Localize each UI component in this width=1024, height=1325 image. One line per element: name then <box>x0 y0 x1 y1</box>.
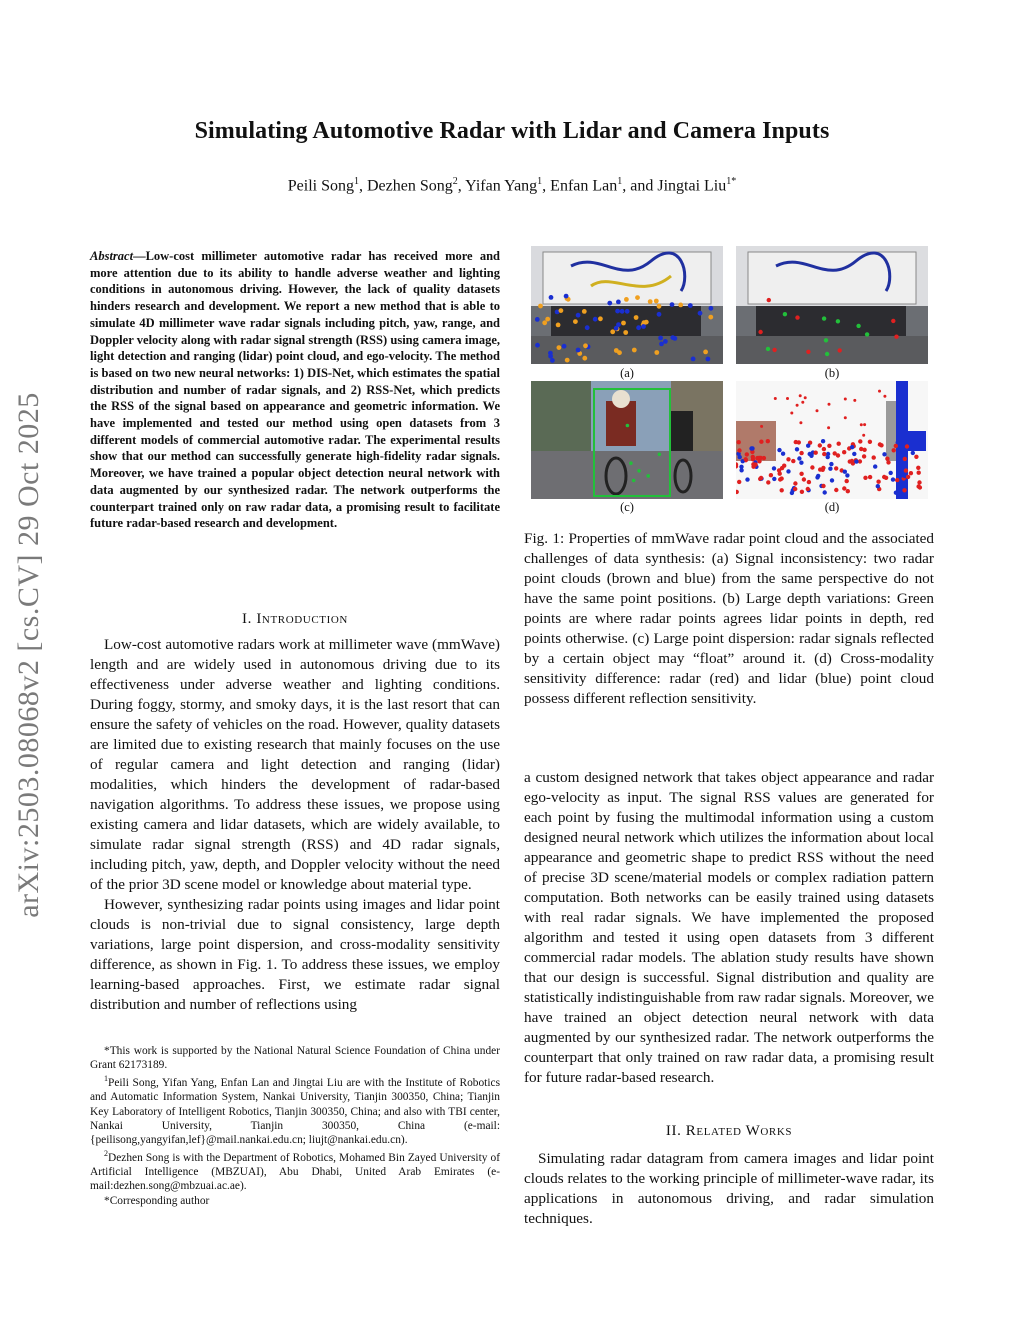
radar-point <box>795 315 799 319</box>
radar-point <box>772 477 776 481</box>
radar-point <box>758 330 762 334</box>
radar-point <box>688 303 693 308</box>
author-name: Yifan Yang <box>465 177 538 195</box>
author-affiliation-mark: 2 <box>452 176 458 187</box>
panel-b-image <box>736 246 928 364</box>
radar-point <box>902 473 906 477</box>
radar-point <box>538 304 543 309</box>
radar-point <box>641 324 646 329</box>
abstract-text: Low-cost millimeter automotive radar has received more and more attention due to its ability to handle adverse weather and lighting conditions in autonomous driving. However, the lack of quality datasets hinders research and development. We report a new method that is able to simulate 4D millimeter wave radar signals including pitch, yaw, range, and Doppler velocity along with radar signal strength (RSS) using camera image, light detection and ranging (lidar) point cloud, and ego-velocity. The method is based on two new neural networks: 1) DIS-Net, which estimates the spatial distribution and number of radar signals, and 2) RSS-Net, which predicts the RSS of the signal based on appearance and geometric information. We have implemented and tested our method using open datasets from 3 different models of commercial automotive radar. The experimental results show that our method can successfully generate high-fidelity radar signals. Moreover, we have trained a popular object detection neural network with data augmented by our synthesized radar. The network outperforms the counterpart trained only on raw radar data, a promising result to facilitate future radar-based research and development. <box>90 249 500 531</box>
figure-panel-a <box>531 246 723 364</box>
radar-point <box>883 395 886 398</box>
footnote-affiliation-2: $^2$Dezhen Song is with the Department of Robotics, Mohamed Bin Zayed University of Artificial Intelligence (MBZUAI), Abu Dhabi, United Arab Emirates (e-mail:dezhen.song@mbzuai.ac.ae). <box>90 1149 500 1193</box>
radar-point <box>917 480 921 484</box>
radar-point <box>793 487 797 491</box>
radar-point <box>582 356 587 361</box>
radar-point <box>548 354 553 359</box>
radar-point <box>767 298 771 302</box>
radar-point <box>766 480 770 484</box>
radar-point <box>853 399 856 402</box>
radar-point <box>583 343 588 348</box>
radar-point <box>545 317 550 322</box>
subfigure-label-b: (b) <box>824 366 840 380</box>
radar-point <box>822 447 826 451</box>
panel-d-image <box>736 381 928 499</box>
abstract <box>90 248 500 532</box>
radar-point <box>902 488 906 492</box>
radar-point <box>834 488 838 492</box>
radar-point <box>657 312 662 317</box>
radar-point <box>827 426 830 429</box>
footnotes <box>90 1044 500 1208</box>
radar-point <box>862 434 865 437</box>
radar-point <box>632 479 636 483</box>
radar-point <box>582 309 587 314</box>
footnote-funding: *This work is supported by the National Natural Science Foundation of China under Grant 62173189. <box>90 1045 500 1072</box>
radar-point <box>825 352 829 356</box>
radar-point <box>737 480 741 484</box>
radar-point <box>658 336 663 341</box>
radar-point <box>836 319 840 323</box>
radar-point <box>826 455 830 459</box>
radar-point <box>634 315 639 320</box>
radar-point <box>535 317 540 322</box>
radar-point <box>703 350 708 355</box>
radar-point <box>828 403 831 406</box>
radar-point <box>790 491 794 495</box>
radar-point <box>617 350 622 355</box>
radar-point <box>565 358 570 363</box>
radar-point <box>894 335 898 339</box>
radar-point <box>882 452 886 456</box>
radar-point <box>842 486 846 490</box>
figure-panel-c <box>531 381 723 499</box>
author-affiliation-mark: 1 <box>617 176 623 187</box>
author-name: Dezhen Song <box>366 177 453 195</box>
radar-point <box>828 467 832 471</box>
radar-point <box>691 357 696 362</box>
radar-point <box>833 451 837 455</box>
radar-point <box>821 439 825 443</box>
radar-point <box>823 490 827 494</box>
radar-point <box>799 461 803 465</box>
radar-point <box>799 451 803 455</box>
radar-point <box>646 474 650 478</box>
radar-point <box>852 452 856 456</box>
radar-point <box>550 358 555 363</box>
radar-point <box>774 397 777 400</box>
radar-point <box>576 348 581 353</box>
radar-point <box>573 319 578 324</box>
intro-paragraph-2: However, synthesizing radar points using images and lidar point clouds is non-trivial due to signal consistency, large depth variations, large point dispersion, and cross-modality sensitivity difference, as shown in Fig. 1. To address these issues, we employ learning-based approaches. First, we estimate radar signal distribution and number of reflections using <box>90 896 500 1013</box>
radar-point <box>879 443 883 447</box>
radar-point <box>706 357 711 362</box>
radar-point <box>559 308 564 313</box>
radar-point <box>786 397 789 400</box>
footnote-affiliation-1: $^1$Peili Song, Yifan Yang, Enfan Lan and Jingtai Liu are with the Institute of Robotics and Automatic Information System, Nankai University, Tianjin 300350, China; Tianjin Key Laboratory of Intelligent Robotics, Tianjin 300350, China; and also with TBI center, Nankai University, Tianjin 300350, China (e-mail: {peilisong,yangyifan,lef}@mail.nankai.edu.cn; liujt@nankai.edu.cn). <box>90 1074 500 1147</box>
radar-point <box>779 476 783 480</box>
radar-point <box>790 412 793 415</box>
radar-point <box>654 350 659 355</box>
radar-point <box>556 323 561 328</box>
radar-point <box>759 456 763 460</box>
radar-point <box>872 455 876 459</box>
radar-point <box>799 421 802 424</box>
intro-paragraph-3: a custom designed network that takes object appearance and radar ego-velocity as input. The signal RSS values are generated for each point by fusing the multimodal information using a custom designed neural network which utilizes the information about local appearance and geometric shape to predict RSS without the need of precise 3D scene/material models or complex radiation pattern computation. Both networks can be easily trained using datasets with real radar signals. We have implemented the proposed algorithm and tested it using open datasets from 3 different commercial radar models. The ablation study results have shown that our design is successful. Signal distribution and quality are statistically indistinguishable from raw radar signals. Moreover, we have trained an object detection neural network with data augmented by our synthesized radar. The network outperforms the counterpart that only trained on raw radar data, a promising result for future radar-based research. <box>524 769 934 1086</box>
radar-point <box>709 306 714 311</box>
radar-point <box>625 309 630 314</box>
radar-point <box>635 295 640 300</box>
radar-point <box>796 404 799 407</box>
paper-title: Simulating Automotive Radar with Lidar and Camera Inputs <box>194 118 830 144</box>
radar-point <box>607 301 612 306</box>
radar-point <box>749 446 753 450</box>
radar-point <box>739 468 743 472</box>
related-works-column <box>524 1149 934 1229</box>
radar-point <box>863 476 867 480</box>
radar-point <box>636 325 641 330</box>
radar-point <box>911 451 915 455</box>
abstract-label: Abstract <box>90 249 134 263</box>
radar-point <box>917 471 921 475</box>
radar-point <box>670 302 675 307</box>
subfigure-label-a: (a) <box>620 366 634 380</box>
author-name: Jingtai Liu <box>657 177 727 195</box>
radar-point <box>745 477 749 481</box>
radar-point <box>795 447 799 451</box>
author-affiliation-mark: 1 <box>353 176 359 187</box>
radar-point <box>624 297 629 302</box>
radar-point <box>862 448 866 452</box>
radar-point <box>844 416 847 419</box>
radar-point <box>629 461 633 465</box>
radar-point <box>892 448 896 452</box>
radar-point <box>557 345 562 350</box>
related-paragraph-1: Simulating radar datagram from camera images and lidar point clouds relates to the working principle of millimeter-wave radar, its applications in autonomous driving, and radar simulation techniques. <box>524 1150 934 1227</box>
radar-point <box>816 409 819 412</box>
radar-point <box>806 487 810 491</box>
radar-point <box>783 312 787 316</box>
radar-point <box>822 316 826 320</box>
radar-point <box>894 491 898 495</box>
radar-point <box>804 396 807 399</box>
radar-point <box>760 425 763 428</box>
radar-point <box>777 468 781 472</box>
intro-left-column <box>90 635 500 1015</box>
radar-point <box>585 325 590 330</box>
intro-right-column <box>524 768 934 1088</box>
radar-point <box>772 348 776 352</box>
radar-point <box>759 476 763 480</box>
radar-point <box>663 339 668 344</box>
radar-point <box>598 316 603 321</box>
radar-point <box>744 457 748 461</box>
radar-point <box>654 299 659 304</box>
radar-point <box>808 452 812 456</box>
radar-point <box>670 335 675 340</box>
radar-point <box>885 457 889 461</box>
radar-point <box>593 317 598 322</box>
radar-point <box>786 457 790 461</box>
radar-point <box>824 338 828 342</box>
radar-point <box>810 465 814 469</box>
radar-point <box>918 485 922 489</box>
radar-point <box>751 465 755 469</box>
radar-point <box>623 330 628 335</box>
radar-point <box>549 295 554 300</box>
radar-point <box>791 459 795 463</box>
radar-point <box>801 401 804 404</box>
author-affiliation-mark: 1* <box>726 176 737 187</box>
radar-point <box>807 480 811 484</box>
radar-point <box>698 311 703 316</box>
radar-point <box>535 343 540 348</box>
radar-point <box>856 324 860 328</box>
section-heading-introduction: I. Introduction <box>242 611 348 627</box>
radar-point <box>846 489 850 493</box>
radar-point <box>821 484 825 488</box>
radar-point <box>781 452 785 456</box>
radar-point <box>799 394 802 397</box>
radar-point <box>882 475 886 479</box>
radar-point <box>780 488 784 492</box>
radar-point <box>632 348 637 353</box>
radar-point <box>878 390 881 393</box>
radar-point <box>854 459 858 463</box>
radar-point <box>620 309 625 314</box>
radar-point <box>678 303 683 308</box>
radar-point <box>914 455 918 459</box>
radar-point <box>873 464 877 468</box>
radar-point <box>737 448 741 452</box>
radar-point <box>844 398 847 401</box>
panel-c-image <box>531 381 723 499</box>
radar-point <box>876 480 880 484</box>
radar-point <box>745 452 749 456</box>
radar-point <box>610 329 615 334</box>
radar-point <box>564 294 569 299</box>
subfigure-label-d: (d) <box>824 500 840 514</box>
figure-1-caption: Fig. 1: Properties of mmWave radar point cloud and the associated challenges of data synthesis: (a) Signal inconsistency: two radar point clouds (brown and blue) from the same perspective do not have the same point positions. (b) Large depth variations: Green points are where radar points agrees lidar points in depth, red points otherwise. (c) Large point dispersion: radar signals reflected by a certain object may “float” around it. (d) Cross-modality sensitivity difference: radar (red) and lidar (blue) point cloud possess different reflection sensitivity. <box>524 530 934 707</box>
radar-point <box>562 344 567 349</box>
radar-point <box>637 469 641 473</box>
radar-point <box>542 320 547 325</box>
arxiv-identifier: arXiv:2503.08068v2 [cs.CV] 29 Oct 2025 <box>12 392 45 918</box>
radar-point <box>616 300 621 305</box>
radar-point <box>621 321 626 326</box>
radar-point <box>737 440 741 444</box>
radar-point <box>858 439 862 443</box>
radar-point <box>769 473 773 477</box>
author-name: Enfan Lan <box>550 177 618 195</box>
radar-point <box>818 443 822 447</box>
radar-point <box>616 322 621 327</box>
abstract-dash: — <box>133 249 146 263</box>
radar-point <box>886 460 890 464</box>
radar-point <box>843 470 847 474</box>
radar-point <box>904 468 908 472</box>
footnote-corresponding: *Corresponding author <box>104 1194 210 1207</box>
radar-point <box>797 440 801 444</box>
radar-point <box>576 313 581 318</box>
panel-a-image <box>531 246 723 364</box>
radar-point <box>895 478 899 482</box>
subfigure-label-c: (c) <box>620 500 634 514</box>
radar-point <box>793 481 797 485</box>
radar-point <box>799 472 803 476</box>
radar-point <box>838 348 842 352</box>
figure-panel-d <box>736 381 928 499</box>
radar-point <box>905 444 909 448</box>
radar-point <box>845 479 849 483</box>
author-affiliation-mark: 1 <box>537 176 543 187</box>
intro-paragraph-1: Low-cost automotive radars work at millimeter wave (mmWave) length and are widely used in autonomous driving due to its effectiveness under adverse weather and lighting conditions. During foggy, stormy, and smoky days, it is the last resort that can ensure the safety of vehicles on the road. However, quality datasets are limited due to existing research that mainly focuses on the use of regular camera and light detection and ranging (lidar) modalities, which hinders the development of radar-based navigation algorithms. To address these issues, we propose using existing camera and lidar datasets, which are widely available, to simulate radar signal strength (RSS) and 4D radar signals, including pitch, yaw, depth, and Doppler velocity without the need of the prior 3D scene model or knowledge about material type. <box>90 636 500 893</box>
radar-point <box>827 444 831 448</box>
section-heading-related-works: II. Related Works <box>665 1123 793 1139</box>
radar-point <box>766 347 770 351</box>
radar-point <box>899 460 903 464</box>
radar-point <box>834 466 838 470</box>
radar-point <box>648 299 653 304</box>
radar-point <box>860 423 863 426</box>
radar-point <box>837 442 841 446</box>
radar-point <box>814 451 818 455</box>
radar-point <box>842 450 846 454</box>
radar-point <box>829 462 833 466</box>
radar-point <box>772 466 776 470</box>
radar-point <box>863 423 866 426</box>
radar-point <box>786 469 790 473</box>
author-name: Peili Song <box>287 177 354 195</box>
radar-point <box>806 444 810 448</box>
radar-point <box>818 467 822 471</box>
radar-point <box>626 424 630 428</box>
radar-point <box>782 464 786 468</box>
radar-point <box>891 477 895 481</box>
radar-point <box>708 315 713 320</box>
radar-point <box>802 477 806 481</box>
radar-point <box>777 448 781 452</box>
radar-point <box>916 466 920 470</box>
author-list: Peili Song$^1$, Dezhen Song$^2$, Yifan Yang$^1$, Enfan Lan$^1$, and Jingtai Liu$^{1*}$ <box>287 176 737 195</box>
radar-point <box>657 304 662 309</box>
radar-point <box>759 440 763 444</box>
radar-point <box>806 350 810 354</box>
figure-panel-b <box>736 246 928 364</box>
radar-point <box>868 475 872 479</box>
radar-point <box>909 471 913 475</box>
radar-point <box>800 490 804 494</box>
radar-point <box>815 475 819 479</box>
radar-point <box>766 439 770 443</box>
radar-point <box>891 319 895 323</box>
radar-point <box>862 454 866 458</box>
radar-point <box>830 478 834 482</box>
radar-point <box>876 484 880 488</box>
radar-point <box>865 332 869 336</box>
radar-point <box>868 440 872 444</box>
radar-point <box>850 445 854 449</box>
radar-point <box>845 473 849 477</box>
radar-point <box>894 444 898 448</box>
radar-point <box>797 456 801 460</box>
radar-point <box>903 457 907 461</box>
radar-point <box>906 475 910 479</box>
radar-point <box>615 309 620 314</box>
radar-point <box>822 452 826 456</box>
radar-point <box>658 453 662 457</box>
radar-point <box>889 471 893 475</box>
